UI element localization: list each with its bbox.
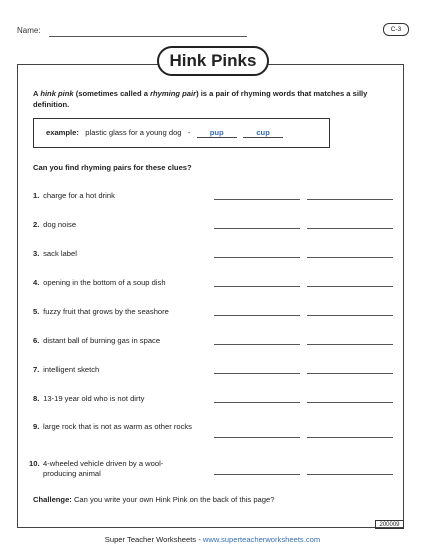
clue-item bbox=[33, 422, 205, 432]
clue-number: 1. bbox=[33, 191, 40, 200]
answer-blank-10b[interactable] bbox=[307, 474, 393, 475]
clue-text: opening in the bottom of a soup dish bbox=[43, 278, 166, 287]
example-dash: - bbox=[187, 128, 191, 137]
intro-paragraph bbox=[33, 88, 393, 110]
footer-separator: - bbox=[196, 535, 203, 544]
clue-item bbox=[33, 278, 213, 288]
clue-item bbox=[33, 191, 213, 201]
answer-blank-6b[interactable] bbox=[307, 344, 393, 345]
clue-number: 5. bbox=[33, 307, 40, 316]
clue-item bbox=[33, 365, 213, 375]
clue-item bbox=[29, 459, 183, 479]
intro-term-hink-pink: hink pink bbox=[40, 89, 74, 98]
clue-number: 8. bbox=[33, 394, 40, 403]
answer-blank-3b[interactable] bbox=[307, 257, 393, 258]
clue-item bbox=[33, 394, 213, 404]
intro-part2: (sometimes called a bbox=[73, 89, 151, 98]
answer-blank-3a[interactable] bbox=[214, 257, 300, 258]
answer-blank-7b[interactable] bbox=[307, 373, 393, 374]
answer-blank-8b[interactable] bbox=[307, 402, 393, 403]
answer-blank-9b[interactable] bbox=[307, 437, 393, 438]
answer-blank-1a[interactable] bbox=[214, 199, 300, 200]
clue-text: large rock that is not as warm as other rocks bbox=[43, 422, 192, 431]
answer-blank-5a[interactable] bbox=[214, 315, 300, 316]
answer-blank-6a[interactable] bbox=[214, 344, 300, 345]
clue-number: 10. bbox=[29, 459, 40, 468]
clue-item bbox=[33, 220, 213, 230]
clue-number: 3. bbox=[33, 249, 40, 258]
answer-blank-7a[interactable] bbox=[214, 373, 300, 374]
answer-blank-8a[interactable] bbox=[214, 402, 300, 403]
clue-text: intelligent sketch bbox=[43, 365, 100, 374]
clue-number: 7. bbox=[33, 365, 40, 374]
example-content bbox=[46, 128, 283, 138]
clue-item bbox=[33, 307, 213, 317]
example-label: example: bbox=[46, 128, 79, 137]
page-title: Hink Pinks bbox=[157, 46, 269, 76]
example-answer-2: cup bbox=[243, 128, 283, 138]
footer bbox=[0, 535, 425, 544]
example-box bbox=[33, 118, 330, 148]
intro-term-rhyming-pair: rhyming pair bbox=[150, 89, 197, 98]
answer-blank-4a[interactable] bbox=[214, 286, 300, 287]
worksheet-code-badge: C-3 bbox=[383, 23, 409, 36]
name-label: Name: bbox=[17, 26, 41, 35]
footer-site-name: Super Teacher Worksheets bbox=[104, 535, 197, 544]
example-clue: plastic glass for a young dog bbox=[85, 128, 182, 137]
clue-number: 4. bbox=[33, 278, 40, 287]
clue-text: charge for a hot drink bbox=[43, 191, 115, 200]
clue-text: distant ball of burning gas in space bbox=[43, 336, 161, 345]
clue-text: dog noise bbox=[43, 220, 77, 229]
example-answer-1: pup bbox=[197, 128, 237, 138]
clue-text: 13-19 year old who is not dirty bbox=[43, 394, 145, 403]
name-line[interactable] bbox=[49, 36, 247, 37]
answer-blank-4b[interactable] bbox=[307, 286, 393, 287]
answer-blank-2b[interactable] bbox=[307, 228, 393, 229]
clue-text: 4-wheeled vehicle driven by a wool-producing animal bbox=[43, 459, 164, 478]
clue-text: fuzzy fruit that grows by the seashore bbox=[43, 307, 169, 316]
footer-url-link[interactable]: www.superteacherworksheets.com bbox=[202, 535, 321, 544]
challenge-body: Can you write your own Hink Pink on the back of this page? bbox=[71, 495, 275, 504]
answer-blank-2a[interactable] bbox=[214, 228, 300, 229]
intro-part3: ) is a pair of rhyming words that matches a silly definition. bbox=[33, 89, 368, 109]
answer-blank-9a[interactable] bbox=[214, 437, 300, 438]
answer-blank-1b[interactable] bbox=[307, 199, 393, 200]
clue-number: 2. bbox=[33, 220, 40, 229]
challenge-label: Challenge: bbox=[33, 495, 72, 504]
answer-blank-10a[interactable] bbox=[214, 474, 300, 475]
clue-item bbox=[33, 336, 213, 346]
document-code: 200009 bbox=[375, 520, 404, 529]
clue-number: 9. bbox=[33, 422, 40, 431]
challenge-text bbox=[33, 495, 274, 504]
clue-number: 6. bbox=[33, 336, 40, 345]
clues-question: Can you find rhyming pairs for these clues? bbox=[33, 163, 192, 172]
answer-blank-5b[interactable] bbox=[307, 315, 393, 316]
intro-part1: A bbox=[33, 89, 41, 98]
clue-item bbox=[33, 249, 213, 259]
name-row bbox=[17, 26, 41, 35]
clue-text: sack label bbox=[43, 249, 77, 258]
